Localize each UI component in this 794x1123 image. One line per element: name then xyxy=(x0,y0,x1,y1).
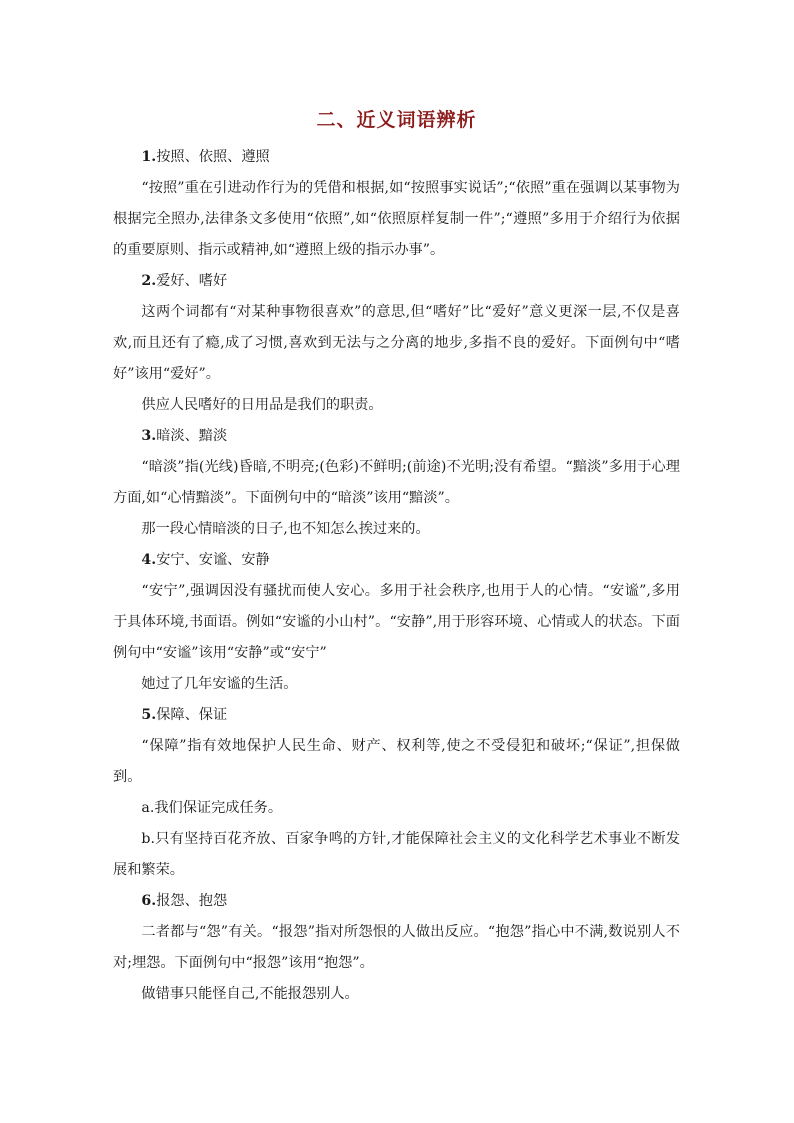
example-sentence: 供应人民嗜好的日用品是我们的职责。 xyxy=(141,397,383,413)
paragraph: 这两个词都有“对某种事物很喜欢”的意思,但“嗜好”比“爱好”意义更深一层,不仅是喜欢,而且还有了瘾,成了习惯,喜欢到无法与之分离的地步,多指不良的爱好。下面例句中“嗜好”该用“爱好”。 xyxy=(113,304,680,382)
section-heading xyxy=(113,142,680,173)
example-sentence: 她过了几年安谧的生活。 xyxy=(141,676,298,692)
example-sentence-b: b.只有坚持百花齐放、百家争鸣的方针,才能保障社会主义的文化科学艺术事业不断发展和繁荣。 xyxy=(113,831,680,878)
page-title: 二、近义词语辨析 xyxy=(316,109,477,131)
example-sentence: 做错事只能怪自己,不能报怨别人。 xyxy=(141,986,359,1002)
section-title: 安宁、安谧、安静 xyxy=(156,552,270,568)
paragraph: “保障”指有效地保护人民生命、财产、权利等,使之不受侵犯和破坏;“保证”,担保做到。 xyxy=(113,738,680,785)
section-number: 1. xyxy=(141,149,157,165)
section-number: 2. xyxy=(141,273,157,289)
paragraph: “按照”重在引进动作行为的凭借和根据,如“按照事实说话”;“依照”重在强调以某事物为根据完全照办,法律条文多使用“依照”,如“依照原样复制一件”;“遵照”多用于介绍行为依据的重要原则、指示或精神,如“遵照上级的指示办事”。 xyxy=(113,180,680,258)
section-title: 爱好、嗜好 xyxy=(156,273,228,289)
section-heading xyxy=(113,700,680,731)
section-number: 5. xyxy=(141,707,157,723)
example-sentence-a: a.我们保证完成任务。 xyxy=(141,800,283,816)
example-sentence: 那一段心情暗淡的日子,也不知怎么挨过来的。 xyxy=(141,521,430,537)
paragraph: 二者都与“怨”有关。“报怨”指对所怨恨的人做出反应。“抱怨”指心中不满,数说别人不对;埋怨。下面例句中“报怨”该用“抱怨”。 xyxy=(113,924,680,971)
section-heading xyxy=(113,886,680,917)
section-heading xyxy=(113,421,680,452)
section-title: 报怨、抱怨 xyxy=(156,893,228,909)
section-heading xyxy=(113,545,680,576)
paragraph: “暗淡”指(光线)昏暗,不明亮;(色彩)不鲜明;(前途)不光明;没有希望。“黯淡”多用于心理方面,如“心情黯淡”。下面例句中的“暗淡”该用“黯淡”。 xyxy=(113,459,680,506)
section-number: 4. xyxy=(141,552,157,568)
section-number: 6. xyxy=(141,893,157,909)
section-title: 保障、保证 xyxy=(156,707,228,723)
section-number: 3. xyxy=(141,428,157,444)
section-title: 按照、依照、遵照 xyxy=(156,149,270,165)
section-title: 暗淡、黯淡 xyxy=(156,428,228,444)
section-heading xyxy=(113,266,680,297)
document-body xyxy=(113,142,680,1010)
paragraph: “安宁”,强调因没有骚扰而使人安心。多用于社会秩序,也用于人的心情。“安谧”,多用于具体环境,书面语。例如“安谧的小山村”。“安静”,用于形容环境、心情或人的状态。下面例句中“安谧”该用“安静”或“安宁” xyxy=(113,583,680,661)
